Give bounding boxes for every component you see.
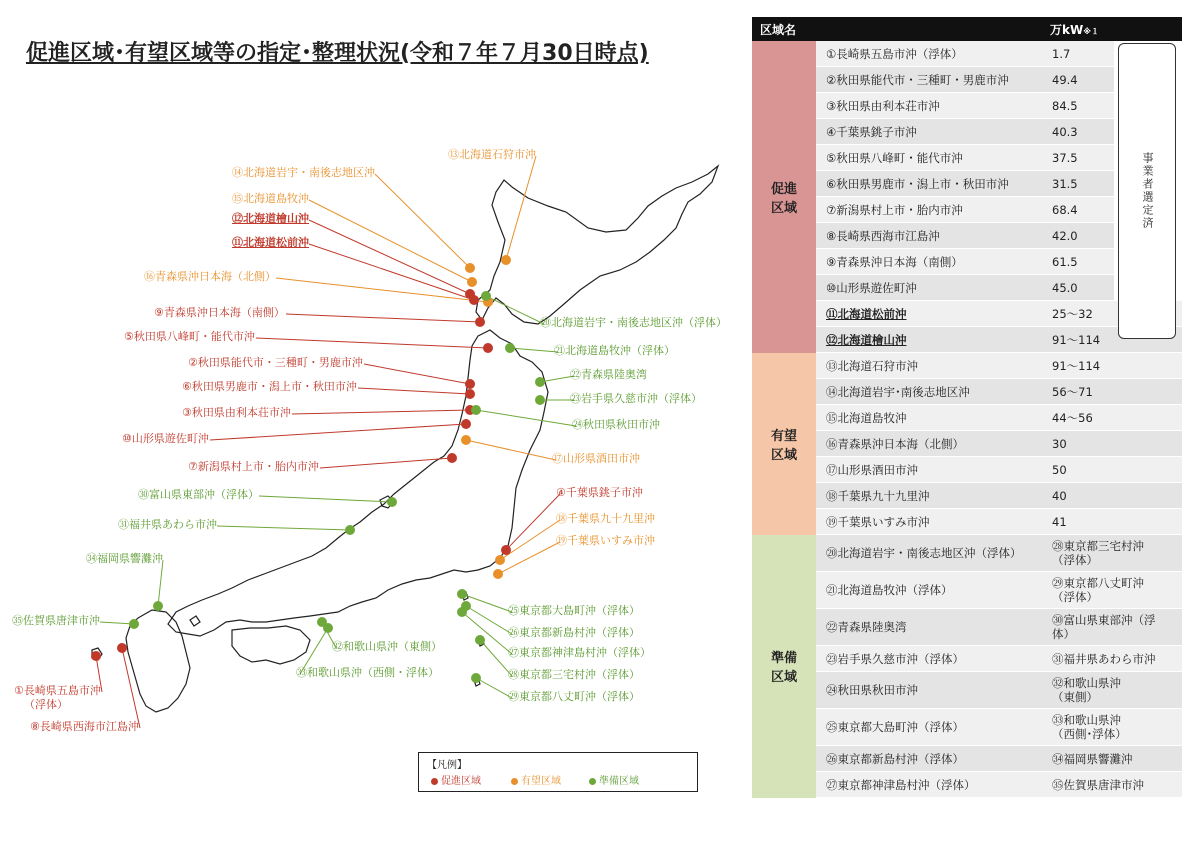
area-name: ⑱千葉県九十九里沖 xyxy=(816,483,1042,509)
table-row xyxy=(752,41,1182,67)
header-note: ※１ xyxy=(1083,26,1100,36)
map-label: ①長崎県五島市沖 （浮体） xyxy=(14,684,101,711)
legend-label-promotion: 促進区域 xyxy=(441,776,481,787)
header-area-label: 区域名 xyxy=(760,22,797,37)
area-name-right: ㉞福岡県響灘沖 xyxy=(1042,746,1182,772)
area-value: 1.7 xyxy=(1042,41,1114,67)
site-marker xyxy=(501,545,511,555)
area-name: ⑭北海道岩宇･南後志地区沖 xyxy=(816,379,1042,405)
area-name: ㉖東京都新島村沖（浮体） xyxy=(816,746,1042,772)
leader-line xyxy=(309,244,474,300)
map-label: ㉛福井県あわら市沖 xyxy=(118,518,217,531)
site-marker xyxy=(469,295,479,305)
legend xyxy=(418,752,698,792)
area-name: ⑬北海道石狩市沖 xyxy=(816,353,1042,379)
map-label: ⑦新潟県村上市・胎内市沖 xyxy=(188,460,319,473)
area-name-right: ㉛福井県あわら市沖 xyxy=(1042,646,1182,672)
map-label: ㉔秋田県秋田市沖 xyxy=(572,418,660,431)
site-marker xyxy=(535,395,545,405)
area-name: ⑦新潟県村上市・胎内市沖 xyxy=(816,197,1042,223)
area-name: ㉒青森県陸奥湾 xyxy=(816,609,1042,646)
map-label: ㉕東京都大島町沖（浮体） xyxy=(508,604,640,617)
area-value: 31.5 xyxy=(1042,171,1114,197)
map-label: ⑨青森県沖日本海（南側） xyxy=(154,306,285,319)
table-row xyxy=(752,709,1182,746)
map-label: ㉗東京都神津島村沖（浮体） xyxy=(508,646,651,659)
map-label: ⑲千葉県いすみ市沖 xyxy=(556,534,655,547)
area-name: ⑨青森県沖日本海（南側） xyxy=(816,249,1042,275)
area-name-right: ㉙東京都八丈町沖 （浮体） xyxy=(1042,572,1182,609)
map-label: ⑭北海道岩宇・南後志地区沖 xyxy=(232,166,375,179)
leader-line xyxy=(309,200,472,282)
site-marker xyxy=(457,589,467,599)
area-name-right: ㉝和歌山県沖 （西側･浮体） xyxy=(1042,709,1182,746)
header-value-label: 万kW xyxy=(1050,22,1084,37)
legend-label-preparation: 準備区域 xyxy=(599,776,639,787)
leader-line xyxy=(256,338,488,348)
site-marker xyxy=(493,569,503,579)
area-name: ②秋田県能代市・三種町・男鹿市沖 xyxy=(816,67,1042,93)
table-row xyxy=(752,353,1182,379)
map-label: ⑯青森県沖日本海（北側） xyxy=(144,270,276,283)
leader-line xyxy=(276,278,488,302)
area-name: ⑲千葉県いすみ市沖 xyxy=(816,509,1042,535)
table-row xyxy=(752,772,1182,798)
site-marker xyxy=(471,673,481,683)
site-marker xyxy=(471,405,481,415)
leader-line xyxy=(486,296,544,324)
site-marker xyxy=(323,623,333,633)
table-row xyxy=(752,535,1182,572)
map-label: ㉞福岡県響灘沖 xyxy=(86,552,163,565)
leader-line xyxy=(292,410,470,414)
category-preparation: 準備 区域 xyxy=(752,535,816,798)
site-marker xyxy=(501,255,511,265)
area-name-right: ㉟佐賀県唐津市沖 xyxy=(1042,772,1182,798)
table-row xyxy=(752,509,1182,535)
site-marker xyxy=(129,619,139,629)
map-label: ⑳北海道岩宇・南後志地区沖（浮体） xyxy=(540,316,727,329)
legend-item-promising xyxy=(511,772,561,787)
leader-line xyxy=(122,648,140,728)
leader-line xyxy=(476,410,576,426)
table-row xyxy=(752,646,1182,672)
category-promotion: 促進 区域 xyxy=(752,41,816,353)
preparation-dot-icon xyxy=(589,778,596,785)
site-marker xyxy=(461,435,471,445)
map-label: ③秋田県由利本荘市沖 xyxy=(182,406,291,419)
area-name: ⑤秋田県八峰町・能代市沖 xyxy=(816,145,1042,171)
leader-line xyxy=(100,622,134,624)
area-value: 84.5 xyxy=(1042,93,1114,119)
area-value: 49.4 xyxy=(1042,67,1114,93)
area-name: ①長崎県五島市沖（浮体） xyxy=(816,41,1042,67)
area-name: ⑩山形県遊佐町沖 xyxy=(816,275,1042,301)
leader-line xyxy=(540,376,574,382)
promising-dot-icon xyxy=(511,778,518,785)
area-name: ⑰山形県酒田市沖 xyxy=(816,457,1042,483)
area-value: 42.0 xyxy=(1042,223,1114,249)
area-value: 44～56 xyxy=(1042,405,1182,431)
area-value: 37.5 xyxy=(1042,145,1114,171)
leader-line xyxy=(476,678,512,698)
site-marker xyxy=(467,277,477,287)
table-row xyxy=(752,609,1182,646)
area-name: ⑧長崎県西海市江島沖 xyxy=(816,223,1042,249)
leader-line xyxy=(309,220,470,294)
leader-line xyxy=(259,496,392,502)
legend-item-preparation xyxy=(589,772,639,787)
leader-line xyxy=(217,526,350,530)
map-label: ㉒青森県陸奥湾 xyxy=(570,368,647,381)
map-label: ⑩山形県遊佐町沖 xyxy=(122,432,209,445)
table-row xyxy=(752,746,1182,772)
table-row xyxy=(752,405,1182,431)
site-marker xyxy=(387,497,397,507)
table-row xyxy=(752,572,1182,609)
category-promising: 有望 区域 xyxy=(752,353,816,535)
area-value: 91～114 xyxy=(1042,353,1182,379)
site-marker xyxy=(117,643,127,653)
promotion-dot-icon xyxy=(431,778,438,785)
area-value: 30 xyxy=(1042,431,1182,457)
site-marker xyxy=(475,635,485,645)
site-marker xyxy=(481,291,491,301)
leader-line xyxy=(158,560,163,606)
header-area xyxy=(752,17,1042,41)
area-name: ⑥秋田県男鹿市・潟上市・秋田市沖 xyxy=(816,171,1042,197)
site-marker xyxy=(495,555,505,565)
area-name: ㉑北海道島牧沖（浮体） xyxy=(816,572,1042,609)
legend-item-promotion xyxy=(431,772,481,787)
map-label: ⑥秋田県男鹿市・潟上市・秋田市沖 xyxy=(182,380,357,393)
area-value: 25～32 xyxy=(1042,301,1182,327)
map-label: ㉟佐賀県唐津市沖 xyxy=(12,614,100,627)
leader-line xyxy=(286,314,480,322)
area-value: 91～114 xyxy=(1042,327,1182,353)
area-value: 56～71 xyxy=(1042,379,1182,405)
leader-line xyxy=(506,156,536,260)
leader-line xyxy=(358,388,470,394)
site-marker xyxy=(483,343,493,353)
site-marker xyxy=(447,453,457,463)
area-name: ㉗東京都神津島村沖（浮体） xyxy=(816,772,1042,798)
map-label: ㉓岩手県久慈市沖（浮体） xyxy=(570,392,702,405)
map-label: ⑮北海道島牧沖 xyxy=(232,192,309,205)
area-value: 40.3 xyxy=(1042,119,1114,145)
area-name: ㉕東京都大島町沖（浮体） xyxy=(816,709,1042,746)
map-label: ⑤秋田県八峰町・能代市沖 xyxy=(124,330,255,343)
area-table xyxy=(752,17,1182,798)
selected-note: 事業者選定済 xyxy=(1118,43,1176,339)
site-marker xyxy=(505,343,515,353)
area-value: 61.5 xyxy=(1042,249,1114,275)
area-name-right: ㉜和歌山県沖 （東側） xyxy=(1042,672,1182,709)
site-marker xyxy=(465,389,475,399)
area-name: ⑫北海道檜山沖 xyxy=(816,327,1042,353)
map-label: ㉙東京都八丈町沖（浮体） xyxy=(508,690,640,703)
area-value: 41 xyxy=(1042,509,1182,535)
area-value: 50 xyxy=(1042,457,1182,483)
leader-line xyxy=(375,174,470,268)
area-name: ㉔秋田県秋田市沖 xyxy=(816,672,1042,709)
table-row xyxy=(752,431,1182,457)
selected-cell xyxy=(1114,41,1182,301)
legend-title: 【凡例】 xyxy=(427,760,467,771)
area-name: ⑳北海道岩宇・南後志地区沖（浮体） xyxy=(816,535,1042,572)
map-label: ㉖東京都新島村沖（浮体） xyxy=(508,626,640,639)
site-marker xyxy=(461,419,471,429)
area-value: 40 xyxy=(1042,483,1182,509)
map-label: ⑱千葉県九十九里沖 xyxy=(556,512,655,525)
site-marker xyxy=(153,601,163,611)
site-marker xyxy=(465,263,475,273)
area-name: ㉓岩手県久慈市沖（浮体） xyxy=(816,646,1042,672)
table-row xyxy=(752,672,1182,709)
area-name-right: ㉚富山県東部沖（浮 体） xyxy=(1042,609,1182,646)
area-name: ⑮北海道島牧沖 xyxy=(816,405,1042,431)
header-value xyxy=(1042,17,1182,41)
page-title: 促進区域･有望区域等の指定･整理状況(令和７年７月30日時点) xyxy=(26,41,649,66)
area-value: 45.0 xyxy=(1042,275,1114,301)
site-marker xyxy=(475,317,485,327)
map-label: ④千葉県銚子市沖 xyxy=(556,486,643,499)
table-row xyxy=(752,379,1182,405)
area-name: ③秋田県由利本荘市沖 xyxy=(816,93,1042,119)
map-label: ㉝和歌山県沖（西側・浮体） xyxy=(296,666,439,679)
leader-line xyxy=(210,424,466,440)
leader-line xyxy=(364,364,470,384)
map-label: ㉚富山県東部沖（浮体） xyxy=(138,488,259,501)
leader-line xyxy=(466,440,556,460)
site-marker xyxy=(465,379,475,389)
site-marker xyxy=(345,525,355,535)
map-label: ⑧長崎県西海市江島沖 xyxy=(30,720,139,733)
area-name: ⑪北海道松前沖 xyxy=(816,301,1042,327)
legend-label-promising: 有望区域 xyxy=(521,776,561,787)
map-label: ㉑北海道島牧沖（浮体） xyxy=(554,344,675,357)
table-row xyxy=(752,483,1182,509)
area-value: 68.4 xyxy=(1042,197,1114,223)
map-label: ㉘東京都三宅村沖（浮体） xyxy=(508,668,640,681)
map-label: ②秋田県能代市・三種町・男鹿市沖 xyxy=(188,356,363,369)
site-marker xyxy=(457,607,467,617)
site-marker xyxy=(535,377,545,387)
leader-line xyxy=(466,606,512,634)
site-marker xyxy=(91,651,101,661)
table-body xyxy=(752,41,1182,798)
map-label: ⑪北海道松前沖 xyxy=(232,236,309,249)
table-row xyxy=(752,457,1182,483)
map-label: ⑬北海道石狩市沖 xyxy=(448,148,536,161)
area-name: ⑯青森県沖日本海（北側） xyxy=(816,431,1042,457)
area-name-right: ㉘東京都三宅村沖 （浮体） xyxy=(1042,535,1182,572)
map-label: ⑫北海道檜山沖 xyxy=(232,212,309,225)
map-label: ㉜和歌山県沖（東側） xyxy=(332,640,442,653)
map-label: ⑰山形県酒田市沖 xyxy=(552,452,640,465)
area-name: ④千葉県銚子市沖 xyxy=(816,119,1042,145)
